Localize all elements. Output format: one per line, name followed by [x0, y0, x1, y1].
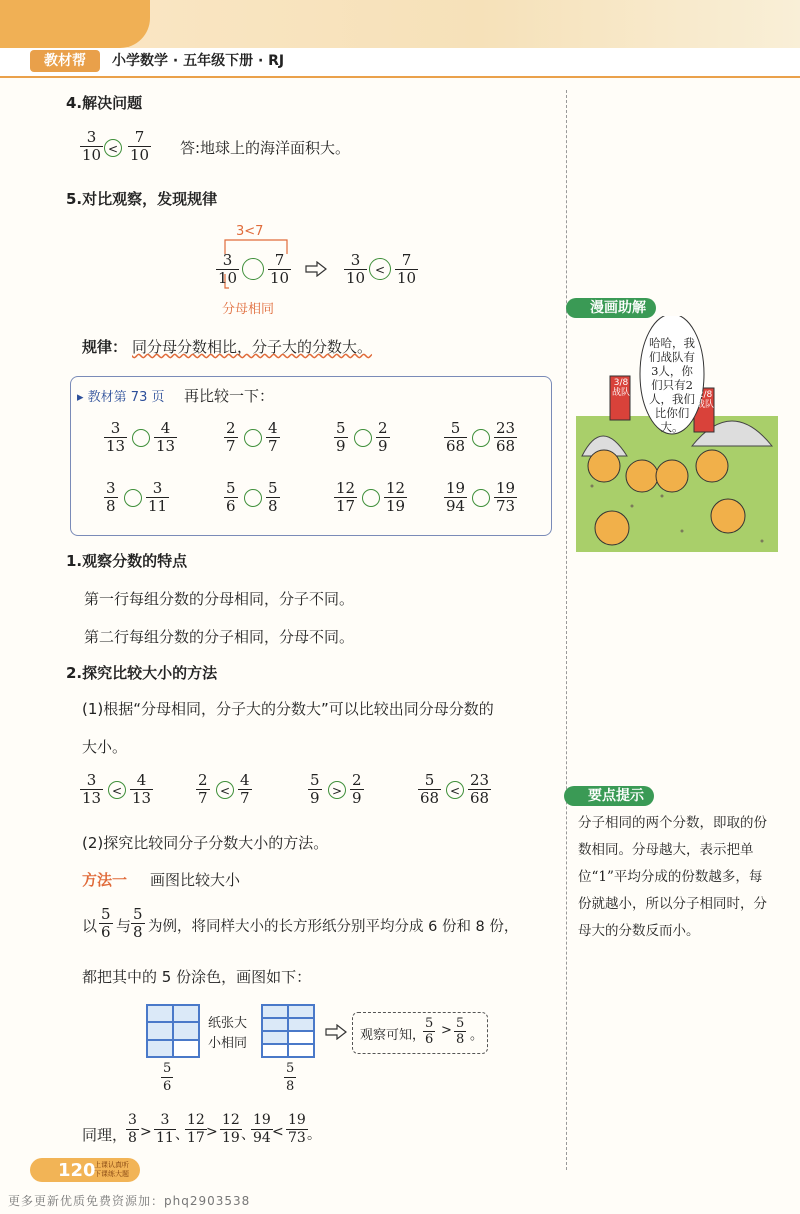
fraction: $\frac{7}{10}$	[397, 251, 417, 287]
page-slogan: 上课认真听 下课练大题	[94, 1161, 129, 1178]
s1-line2: 第二行每组分数的分子相同，分母不同。	[84, 628, 355, 646]
compare-circle	[124, 489, 142, 507]
s2-p1b: 大小。	[82, 738, 128, 756]
brand-logo: 教材帮	[30, 50, 100, 72]
compare-circle	[472, 489, 490, 507]
compare-circle: <	[369, 258, 391, 280]
method-label: 方法一	[82, 871, 128, 889]
fraction: $\frac{5}{8}$	[286, 1061, 295, 1094]
compare-circle: <	[108, 781, 126, 799]
ex-mid: 与	[116, 917, 132, 935]
textbook-prompt: 再比较一下：	[184, 387, 275, 405]
math-symbol: >	[206, 1124, 218, 1140]
fraction: $\frac{2}{7}$	[226, 419, 236, 455]
grid-eighths	[261, 1004, 315, 1058]
ex-pre: 以	[82, 917, 98, 935]
fraction: $\frac{5}{9}$	[336, 419, 346, 455]
compare-circle-empty	[242, 258, 264, 280]
s2-title: 2.探究比较大小的方法	[66, 664, 218, 682]
compare-circle	[362, 489, 380, 507]
fraction: $\frac{3}{11}$	[148, 479, 168, 515]
math-symbol: <	[272, 1124, 284, 1140]
sec5-title: 5.对比观察，发现规律	[66, 190, 218, 208]
fraction: $\frac{3}{13}$	[82, 771, 102, 807]
compare-circle	[132, 429, 150, 447]
s1-line1: 第一行每组分数的分母相同，分子不同。	[84, 590, 355, 608]
footer-note: 更多更新优质免费资源加：phq2903538	[8, 1194, 251, 1208]
obs-end: 。	[470, 1028, 484, 1043]
fraction: $\frac{12}{19}$	[386, 479, 406, 515]
textbook-ref: ▸ 教材第 73 页	[77, 390, 165, 405]
book-title: 小学数学 · 五年级下册 · RJ	[112, 53, 285, 69]
fraction: $\frac{23}{68}$	[470, 771, 490, 807]
s2-p1a: (1)根据“分母相同，分子大的分数大”可以比较出同分母分数的	[82, 700, 494, 718]
ex-line2: 都把其中的 5 份涂色，画图如下：	[82, 968, 312, 986]
fraction: $\frac{5}{8}$	[133, 905, 143, 941]
bottom-label: 分母相同	[222, 302, 275, 317]
compare-circle: >	[328, 781, 346, 799]
paper-note: 纸张大 小相同	[208, 1016, 248, 1051]
fraction: $\frac{4}{13}$	[132, 771, 152, 807]
fraction: $\frac{3}{10}$	[346, 251, 366, 287]
fraction: $\frac{5}{9}$	[310, 771, 320, 807]
compare-circle	[244, 489, 262, 507]
fraction: $\frac{19}{73}$	[496, 479, 516, 515]
fraction: $\frac{2}{7}$	[198, 771, 208, 807]
comic-bubble: 哈哈，我们战队有3人，你们只有2人，我们比你们大。	[649, 336, 695, 434]
fraction: $\frac{5}{68}$	[446, 419, 466, 455]
fraction: $\frac{5}{6}$	[163, 1061, 172, 1094]
fraction: $\frac{19}{94}$	[253, 1112, 271, 1146]
rule-text: 同分母分数相比，分子大的分数大。	[132, 338, 373, 356]
fraction: $\frac{2}{9}$	[352, 771, 362, 807]
tip-text: 分子相同的两个分数，即取的份数相同。分母越大，表示把单位“1”平均分成的份数越多，每份就越小，所以分子相同时，分母大的分数反而小。	[578, 815, 767, 939]
fraction: $\frac{3}{10}$	[218, 251, 238, 287]
flag-right: 2/8 战队	[695, 390, 714, 410]
s1-title: 1.观察分数的特点	[66, 552, 188, 570]
sec4-answer: 答:地球上的海洋面积大。	[180, 139, 351, 157]
page-number: 120	[58, 1160, 96, 1181]
sec4-title: 4.解决问题	[66, 94, 143, 112]
header-tab	[0, 0, 150, 48]
fraction: $\frac{19}{73}$	[288, 1112, 306, 1146]
s2-p2: (2)探究比较同分子分数大小的方法。	[82, 834, 329, 852]
fraction: $\frac{5}{8}$	[456, 1016, 465, 1047]
fraction: $\frac{12}{19}$	[222, 1112, 240, 1146]
arrow-right-icon	[325, 1024, 347, 1040]
fraction: $\frac{5}{68}$	[420, 771, 440, 807]
fraction: $\frac{7}{10}$	[130, 128, 150, 164]
compare-circle	[354, 429, 372, 447]
tip-label: 要点提示	[564, 786, 654, 806]
fraction: $\frac{4}{7}$	[240, 771, 250, 807]
math-symbol: 。	[307, 1127, 321, 1143]
obs-text: 观察可知，	[360, 1028, 426, 1043]
column-divider	[566, 90, 567, 1170]
compare-circle: <	[446, 781, 464, 799]
arrow-right-icon	[305, 261, 327, 277]
fraction: $\frac{3}{10}$	[82, 128, 102, 164]
same-pre: 同理，	[82, 1126, 128, 1144]
fraction: $\frac{23}{68}$	[496, 419, 516, 455]
fraction: $\frac{5}{6}$	[226, 479, 236, 515]
fraction: $\frac{3}{11}$	[156, 1112, 174, 1146]
compare-circle	[472, 429, 490, 447]
comic-label: 漫画助解	[566, 298, 656, 318]
compare-circle	[244, 429, 262, 447]
fraction: $\frac{7}{10}$	[270, 251, 290, 287]
fraction: $\frac{5}{8}$	[268, 479, 278, 515]
fraction: $\frac{2}{9}$	[378, 419, 388, 455]
method-text: 画图比较大小	[150, 871, 241, 889]
fraction: $\frac{12}{17}$	[187, 1112, 205, 1146]
math-symbol: 、	[175, 1127, 189, 1143]
fraction: $\frac{3}{8}$	[106, 479, 116, 515]
math-symbol: >	[140, 1124, 152, 1140]
flag-left: 3/8 战队	[611, 378, 630, 398]
fraction: $\frac{4}{7}$	[268, 419, 278, 455]
math-symbol: 、	[241, 1127, 255, 1143]
fraction: $\frac{12}{17}$	[336, 479, 356, 515]
fraction: $\frac{5}{6}$	[425, 1016, 434, 1047]
compare-circle: <	[104, 139, 122, 157]
rule-label: 规律：	[82, 338, 128, 356]
fraction: $\frac{4}{13}$	[156, 419, 176, 455]
compare-circle: <	[216, 781, 234, 799]
fraction: $\frac{19}{94}$	[446, 479, 466, 515]
fraction: $\frac{3}{13}$	[106, 419, 126, 455]
ex-post: 为例，将同样大小的长方形纸分别平均分成 6 份和 8 份，	[148, 919, 519, 935]
grid-sixths	[146, 1004, 200, 1058]
top-label: 3<7	[236, 224, 264, 239]
fraction: $\frac{5}{6}$	[101, 905, 111, 941]
obs-sign: >	[441, 1023, 452, 1038]
fraction: $\frac{3}{8}$	[128, 1112, 137, 1146]
